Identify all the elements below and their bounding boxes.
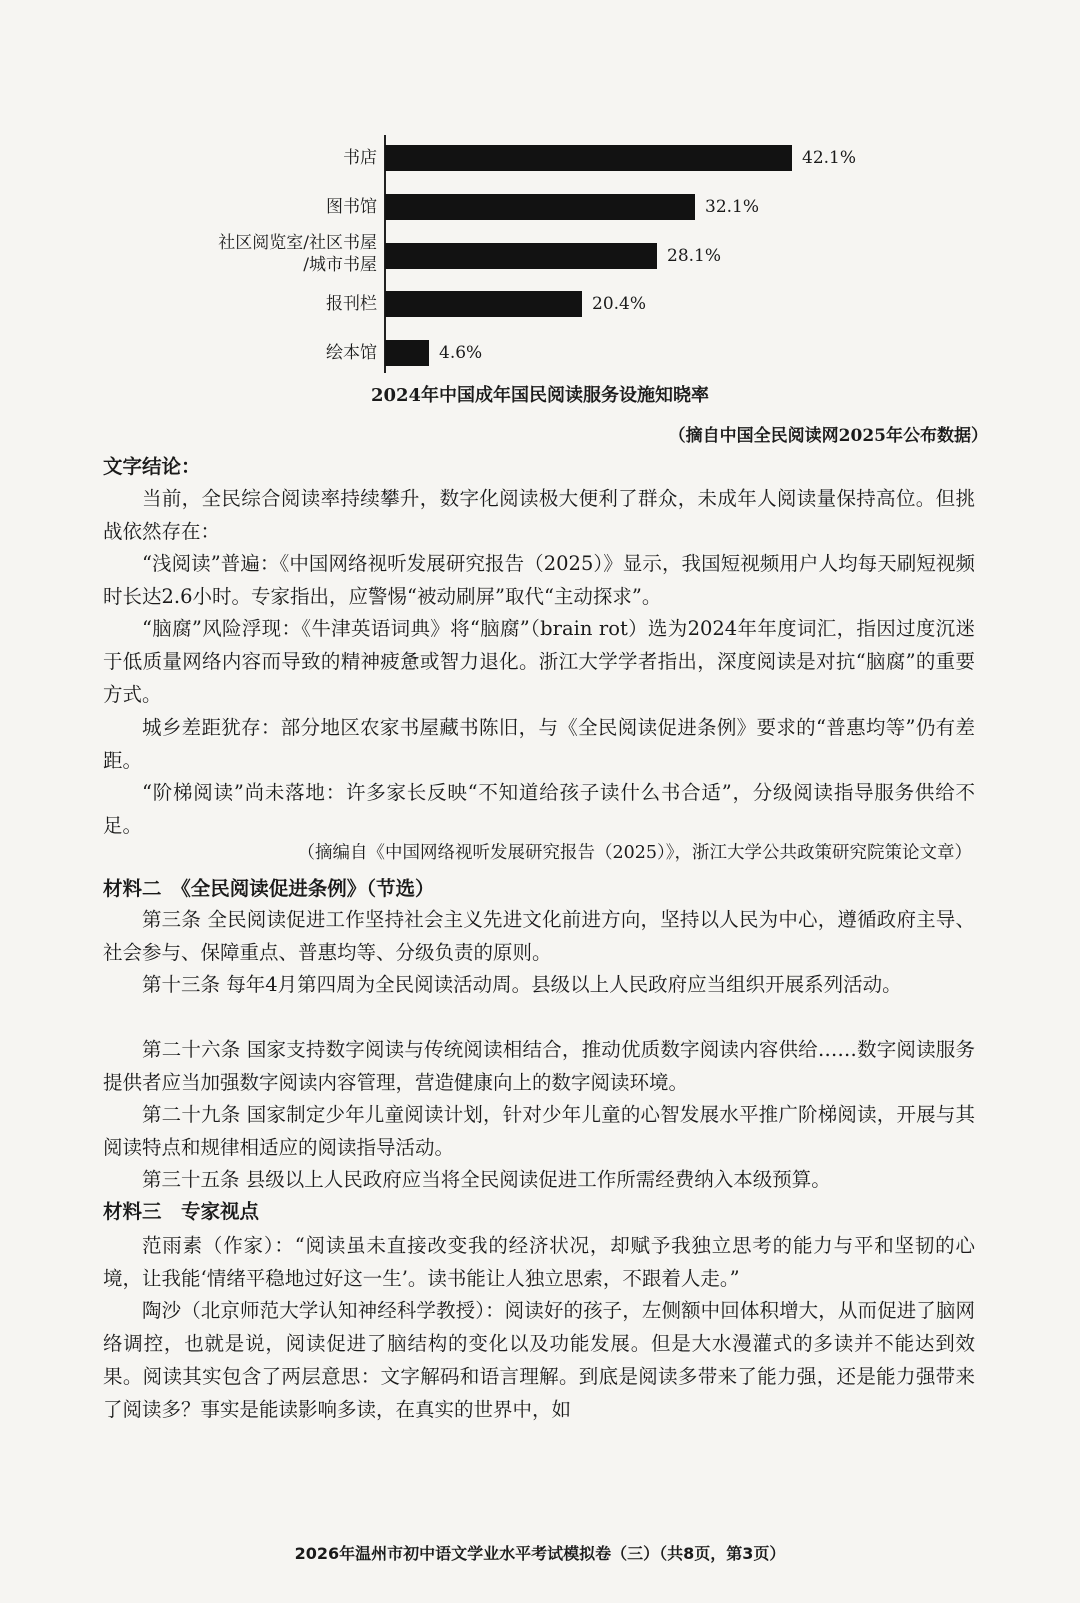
paragraph: 第三十五条 县级以上人民政府应当将全民阅读促进工作所需经费纳入本级预算。: [142, 1168, 831, 1191]
category-label: [47, 232, 377, 276]
paragraph: 范雨素（作家）：“阅读虽未直接改变我的经济状况，却赋予我独立思考的能力与平和坚韧的心境，让我能‘情绪平稳地过好这一生’。读书能让人独立思索，不跟着人走。”: [103, 1234, 975, 1290]
bar: [385, 340, 429, 366]
paragraph: 城乡差距犹存：部分地区农家书屋藏书陈旧，与《全民阅读促进条例》要求的“普惠均等”仍有差距。: [103, 716, 975, 772]
paragraph: “浅阅读”普遍：《中国网络视听发展研究报告（2025）》显示，我国短视频用户人均每天刷短视频时长达2.6小时。专家指出，应警惕“被动刷屏”取代“主动探求”。: [103, 552, 975, 608]
category-label: [47, 196, 377, 218]
value-label: 32.1%: [705, 197, 760, 217]
category-label: [47, 147, 377, 169]
category-label-line: 社区阅览室/社区书屋: [218, 233, 377, 253]
value-label: 28.1%: [667, 246, 722, 266]
category-label-line: 书店: [343, 148, 377, 168]
paragraph: 当前，全民综合阅读率持续攀升，数字化阅读极大便利了群众，未成年人阅读量保持高位。但挑战依然存在：: [103, 487, 975, 543]
chart-source: （摘自中国全民阅读网2025年公布数据）: [668, 426, 988, 446]
category-label-line: 报刊栏: [326, 294, 377, 314]
bar: [385, 194, 695, 220]
category-label-line: 图书馆: [326, 197, 377, 217]
bar: [385, 145, 792, 171]
category-label-line: 绘本馆: [326, 343, 377, 363]
bar: [385, 291, 582, 317]
value-label: 20.4%: [592, 294, 647, 314]
section1-heading: 文字结论：: [103, 455, 201, 478]
paragraph: 第三条 全民阅读促进工作坚持社会主义先进文化前进方向，坚持以人民为中心，遵循政府主导、社会参与、保障重点、普惠均等、分级负责的原则。: [103, 908, 975, 964]
paragraph: 陶沙（北京师范大学认知神经科学教授）：阅读好的孩子，左侧额中回体积增大，从而促进了脑网络调控，也就是说，阅读促进了脑结构的变化以及功能发展。但是大水漫灌式的多读并不能达到效果。阅读其实包含了两层意思：文字解码和语言理解。到底是阅读多带来了能力强，还是能力强带来了阅读多？事实是能读影响多读，在真实的世界中，如: [103, 1299, 975, 1421]
paragraph: “阶梯阅读”尚未落地：许多家长反映“不知道给孩子读什么书合适”，分级阅读指导服务供给不足。: [103, 781, 975, 837]
value-label: 42.1%: [802, 148, 857, 168]
bar: [385, 243, 657, 269]
paragraph: 第十三条 每年4月第四周为全民阅读活动周。县级以上人民政府应当组织开展系列活动。: [142, 973, 902, 996]
section2-heading: 材料二 《全民阅读促进条例》（节选）: [103, 877, 435, 900]
paragraph: 第二十六条 国家支持数字阅读与传统阅读相结合，推动优质数字阅读内容供给……数字阅读服务提供者应当加强数字阅读内容管理，营造健康向上的数字阅读环境。: [103, 1038, 975, 1094]
section3-heading: 材料三 专家视点: [103, 1200, 260, 1223]
bar-chart: [0, 0, 1080, 420]
page-footer: 2026年温州市初中语文学业水平考试模拟卷（三）（共8页，第3页）: [294, 1544, 786, 1563]
category-label: [47, 293, 377, 315]
value-label: 4.6%: [439, 343, 483, 363]
category-label: [47, 342, 377, 364]
paragraph: “脑腐”风险浮现：《牛津英语词典》将“脑腐”（brain rot）选为2024年年度词汇，指因过度沉迷于低质量网络内容而导致的精神疲惫或智力退化。浙江大学学者指出，深度阅读是对抗“脑腐”的重要方式。: [103, 617, 975, 706]
category-label-line: /城市书屋: [303, 255, 377, 275]
chart-title: 2024年中国成年国民阅读服务设施知晓率: [370, 385, 710, 406]
paragraph: 第二十九条 国家制定少年儿童阅读计划，针对少年儿童的心智发展水平推广阶梯阅读，开展与其阅读特点和规律相适应的阅读指导活动。: [103, 1103, 975, 1159]
citation: （摘编自《中国网络视听发展研究报告（2025）》，浙江大学公共政策研究院策论文章）: [297, 843, 972, 863]
